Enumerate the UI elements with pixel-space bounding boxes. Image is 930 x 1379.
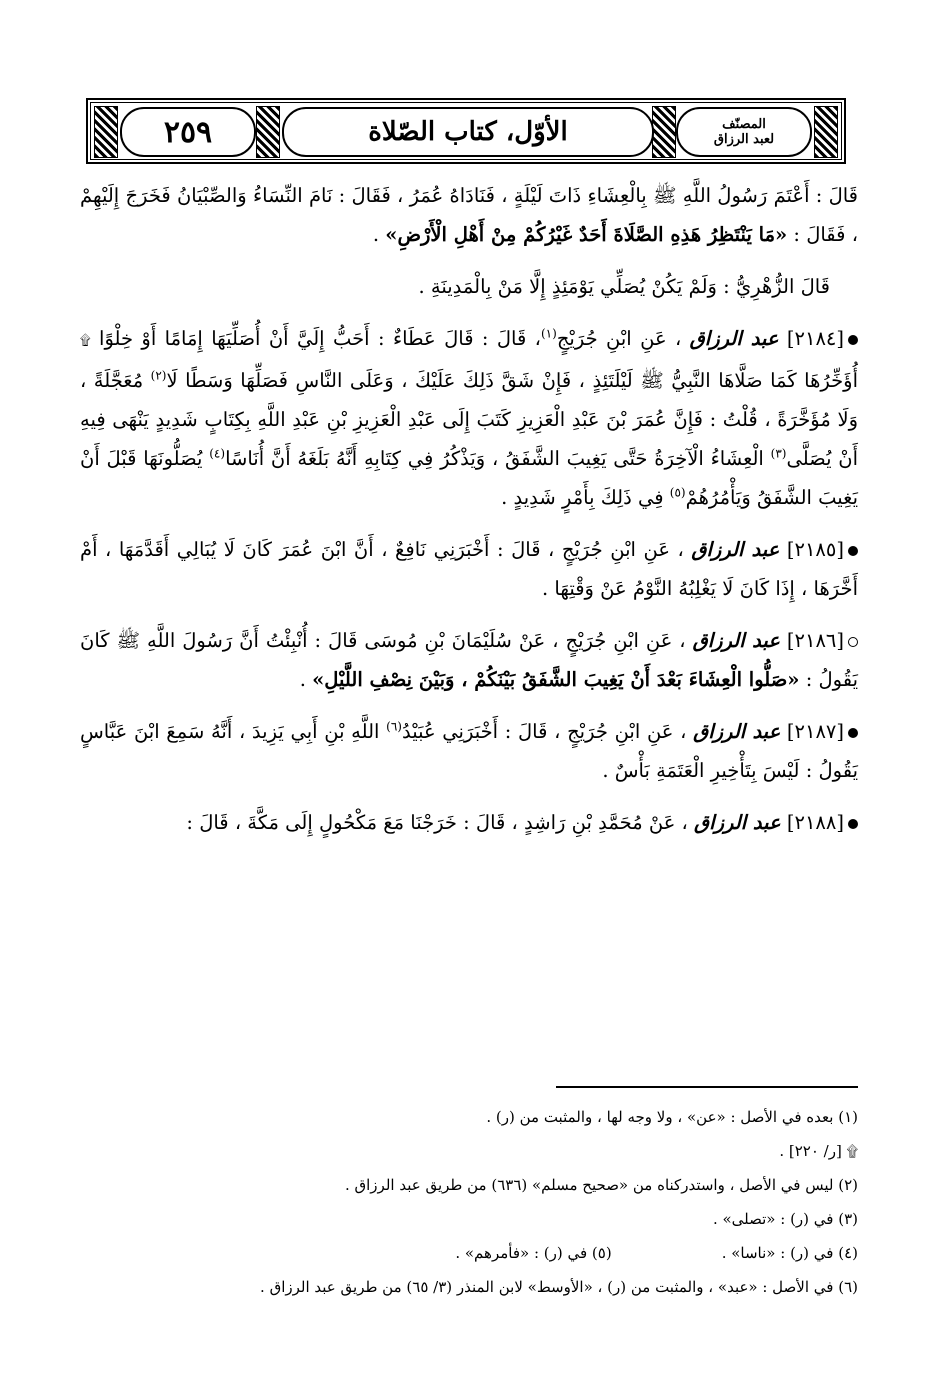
page-marker-icon: ۩ xyxy=(80,333,91,349)
main-text xyxy=(80,176,858,842)
entry-text: يُصَلُّونَهَا قَبْلَ أَنْ يَغِيبَ الشَّفَقُ وَيَأْمُرُهُمْ xyxy=(80,447,858,509)
ornament-mid-left xyxy=(256,106,280,158)
bullet-filled-icon xyxy=(848,728,858,738)
hadith-entry-2188 xyxy=(80,803,858,842)
hadith-number: [٢١٨٤] xyxy=(786,327,845,350)
bullet-filled-icon xyxy=(848,546,858,556)
page-title: الأوّل، كتاب الصّلاة xyxy=(368,117,568,147)
entry-text: أُؤَخِّرُهَا كَمَا صَلَّاهَا النَّبِيُّ ﷺ لَيْلَتَئِذٍ ، فَإِنْ شَقَّ ذَلِكَ عَلَيْكَ ، وَعَلَى النَّاسِ فَصَلِّهَا وَسَطًا لَا xyxy=(166,369,858,392)
entry-text: فِي ذَلِكَ بِأَمْرٍ شَدِيدٍ . xyxy=(501,486,670,509)
paragraph-continuation xyxy=(80,176,858,254)
paragraph-end: . xyxy=(372,223,386,246)
footnote-ref-2: (٢) xyxy=(150,368,167,383)
page-number: ٢٥٩ xyxy=(163,114,213,150)
hadith-entry-2185 xyxy=(80,530,858,608)
bullet-filled-icon xyxy=(848,335,858,345)
hadith-entry-2186 xyxy=(80,621,858,699)
footnote-6: (٦) في الأصل : «عبد» ، والمثبت من (ر) ، «الأوسط» لابن المنذر (٣/ ٦٥) من طريق عبد الرزاق . xyxy=(260,1278,858,1296)
footnote-3: (٣) في (ر) : «تصلى» . xyxy=(712,1210,858,1228)
entry-text: ، قَالَ : قَالَ عَطَاءٌ : أَحَبُّ إِلَيَّ أَنْ أُصَلِّيَهَا إِمَامًا أَوْ خِلْوًا xyxy=(90,327,541,350)
entry-text: ، عَنِ ابْنِ جُرَيْجٍ xyxy=(556,327,682,350)
page-number-cartouche xyxy=(120,107,256,157)
entry-text: ، عَنِ ابْنِ جُرَيْجٍ ، عَنْ سُلَيْمَانَ بْنِ مُوسَى قَالَ : أُنْبِئْتُ أَنَّ رَسُولَ اللَّهِ ﷺ كَانَ يَقُولُ : xyxy=(80,629,858,691)
hadith-number: [٢١٨٥] xyxy=(786,538,844,561)
hadith-quote: «مَا يَنْتَظِرُ هَذِهِ الصَّلَاةَ أَحَدٌ غَيْرُكُمْ مِنْ أَهْلِ الْأَرْضِ» xyxy=(385,223,788,246)
footnote-divider xyxy=(556,1086,858,1088)
entry-text: ، عَنِ ابْنِ جُرَيْجٍ ، قَالَ : أَخْبَرَنِي نَافِعٌ ، أَنَّ ابْنَ عُمَرَ كَانَ لَا يُبَالِي أَقَدَّمَهَا ، أَمْ أَخَّرَهَا ، إِذَا كَانَ لَا يَغْلِبُهُ النَّوْمُ عَنْ وَقْتِهَا . xyxy=(80,538,858,600)
brand-logo xyxy=(714,117,774,147)
source-name: عبد الرزاق xyxy=(692,629,780,652)
footnote-page-ref: ۩ [ر/ ٢٢٠] . xyxy=(779,1142,858,1160)
bullet-filled-icon xyxy=(848,819,858,829)
hadith-number: [٢١٨٨] xyxy=(786,811,844,834)
footnote-ref-5: (٥) xyxy=(669,485,686,500)
entry-text: ، عَنِ ابْنِ جُرَيْجٍ ، قَالَ : أَخْبَرَنِي عُبَيْدُ xyxy=(401,720,687,743)
hadith-entry-2184 xyxy=(80,319,858,517)
footnote-4: (٤) في (ر) : «ناسا» . xyxy=(721,1244,858,1262)
source-name: عبد الرزاق xyxy=(693,720,781,743)
running-header xyxy=(86,98,846,164)
entry-text: مُعَجَّلَةً ، وَلَا مُؤَخَّرَةً ، قُلْتُ : فَإِنَّ عُمَرَ بْنَ عَبْدِ الْعَزِيزِ كَتَبَ إِلَى عَبْدِ الْعَزِيزِ بْنِ عَبْدِ اللَّهِ بِكِتَابٍ شَدِيدٍ يَنْهَى فِيهِ أَنْ يُصَلَّى xyxy=(80,369,859,470)
ornament-mid-right xyxy=(652,106,676,158)
entry-text: الْعِشَاءُ الْآخِرَةُ حَتَّى يَغِيبَ الشَّفَقُ ، وَيَذْكُرُ فِي كِتَابِهِ أَنَّهُ بَلَغَهُ أَنَّ أُنَاسًا xyxy=(225,447,771,470)
brand-cartouche xyxy=(676,107,812,157)
entry-end: . xyxy=(299,668,313,691)
ornament-right xyxy=(814,106,838,158)
hadith-quote: «صَلُّوا الْعِشَاءَ بَعْدَ أَنْ يَغِيبَ الشَّفَقُ بَيْنَكُمْ ، وَبَيْنَ نِصْفِ اللَّيْلِ» xyxy=(312,668,800,691)
brand-line-2: لعبد الرزاق xyxy=(713,132,775,147)
source-name: عبد الرزاق xyxy=(694,811,781,834)
hadith-number: [٢١٨٦] xyxy=(786,629,845,652)
entry-text: ، عَنْ مُحَمَّدِ بْنِ رَاشِدٍ ، قَالَ : خَرَجْنَا مَعَ مَكْحُولٍ إِلَى مَكَّةَ ، قَالَ : xyxy=(186,811,688,834)
footnote-2: (٢) ليس في الأصل ، واستدركناه من «صحيح مسلم» (٦٣٦) من طريق عبد الرزاق . xyxy=(344,1176,858,1194)
footnote-1: (١) بعده في الأصل : «عن» ، ولا وجه لها ، والمثبت من (ر) . xyxy=(486,1108,858,1126)
title-cartouche xyxy=(282,107,654,157)
footnote-5: (٥) في (ر) : «فأمرهم» . xyxy=(455,1244,612,1262)
paragraph-text: قَالَ : أَعْتَمَ رَسُولُ اللَّهِ ﷺ بِالْعِشَاءِ ذَاتَ لَيْلَةٍ ، فَنَادَاهُ عُمَرُ ، فَقَالَ : نَامَ النِّسَاءُ وَالصِّبْيَانُ فَخَرَجَ إِلَيْهِمْ ، فَقَالَ : xyxy=(80,184,858,246)
footnote-ref-4: (٤) xyxy=(209,446,226,461)
source-name: عبد الرزاق xyxy=(691,538,780,561)
paragraph-zuhri xyxy=(80,267,858,306)
paragraph-text: قَالَ الزُّهْرِيُّ : وَلَمْ يَكُنْ يُصَلِّي يَوْمَئِذٍ إِلَّا مَنْ بِالْمَدِينَةِ . xyxy=(418,275,830,298)
entry-text: اللَّهِ بْنِ أَبِي يَزِيدَ ، أَنَّهُ سَمِعَ ابْنَ عَبَّاسٍ يَقُولُ : لَيْسَ بِتَأْخِيرِ الْعَتَمَةِ بَأْسٌ . xyxy=(80,720,858,782)
footnote-ref-3: (٣) xyxy=(770,446,787,461)
source-name: عبد الرزاق xyxy=(689,327,779,350)
brand-line-1: المصنّف xyxy=(722,117,766,132)
footnote-row-4-5 xyxy=(80,1236,858,1270)
footnote-ref-1: (١) xyxy=(540,326,557,341)
hadith-entry-2187 xyxy=(80,712,858,790)
footnotes xyxy=(80,1100,858,1304)
footnote-ref-6: (٦) xyxy=(386,719,402,734)
ornament-left xyxy=(94,106,118,158)
hadith-number: [٢١٨٧] xyxy=(786,720,845,743)
bullet-open-icon xyxy=(848,637,858,647)
